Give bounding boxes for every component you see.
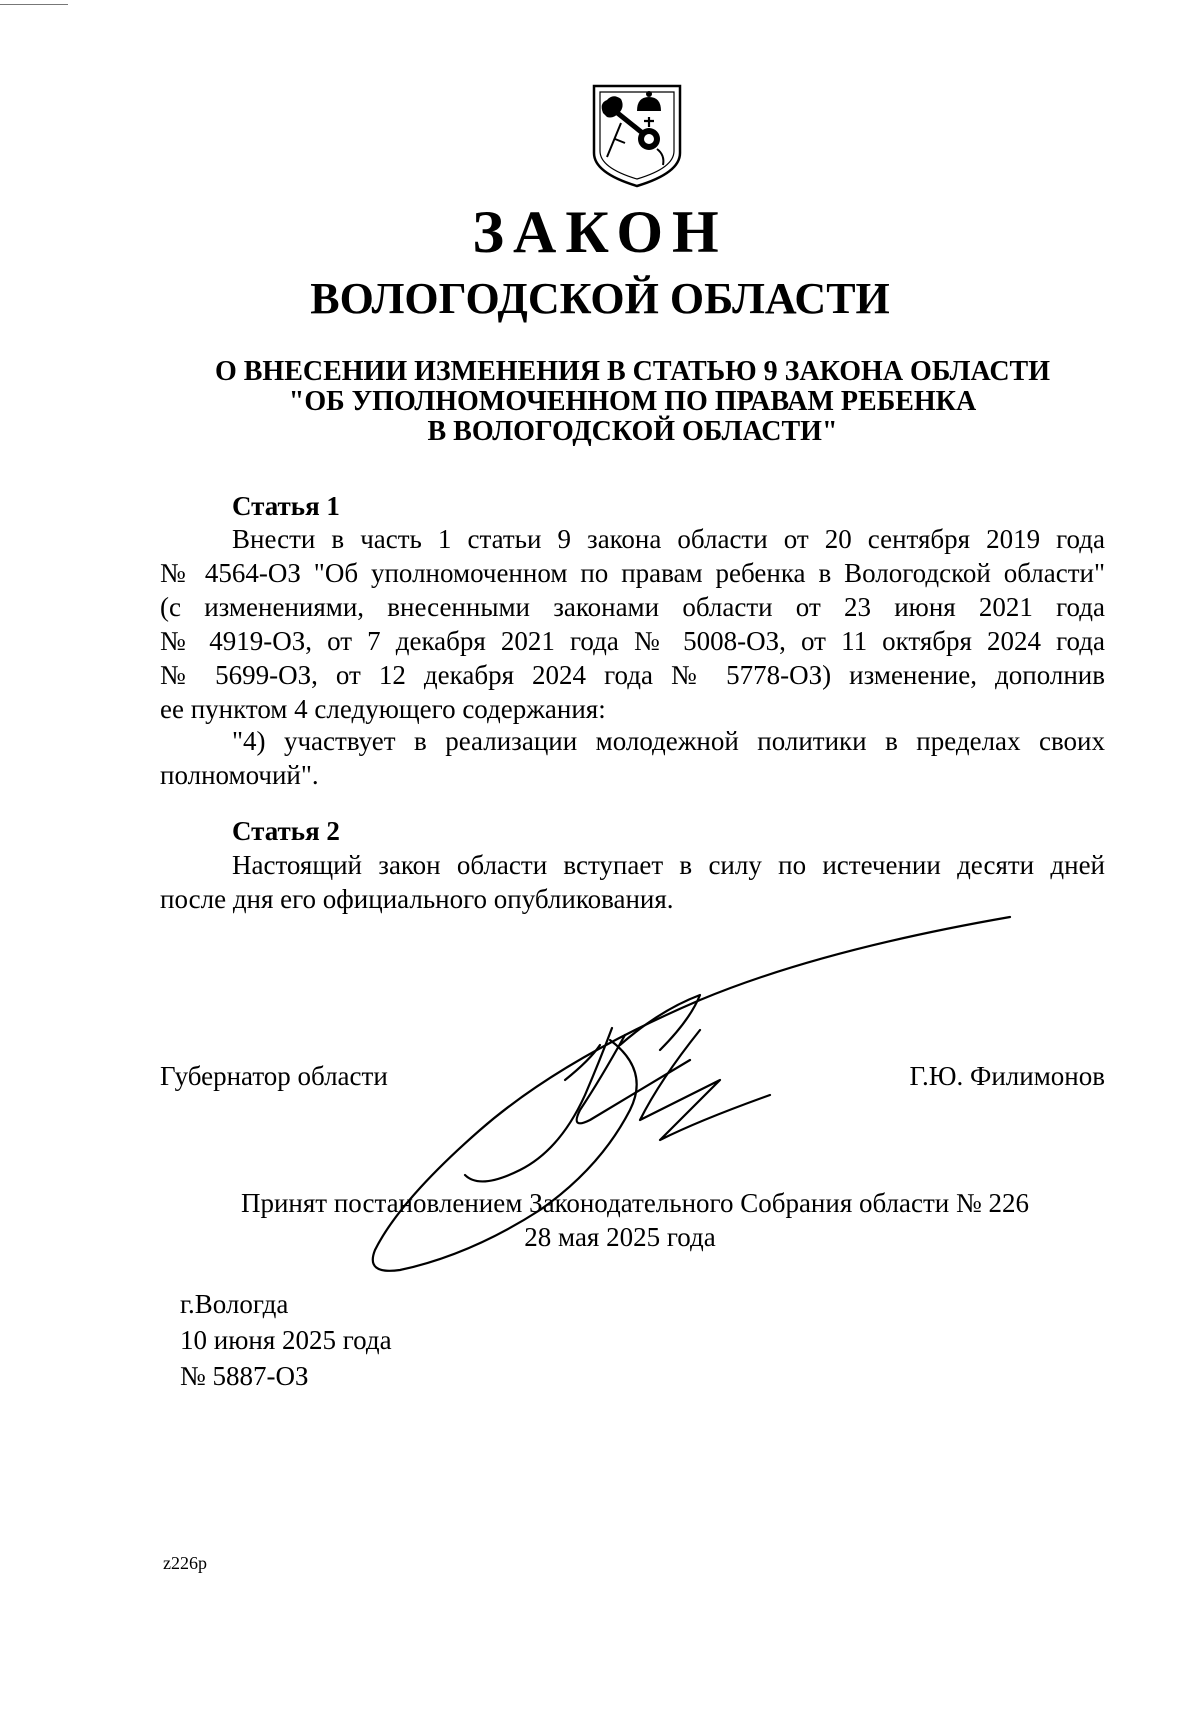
article-1-line: (с изменениями, внесенными законами области от 23 июня 2021 года xyxy=(160,592,1105,622)
signatory-position: Губернатор области xyxy=(160,1061,388,1091)
document-code: z226p xyxy=(163,1553,207,1573)
article-2-line: Настоящий закон области вступает в силу по истечении десяти дней xyxy=(232,850,1105,880)
scan-top-mark xyxy=(0,4,68,5)
article-1-line: № 4564-ОЗ "Об уполномоченном по правам ребенка в Вологодской области" xyxy=(160,558,1105,588)
article-1-quote xyxy=(160,724,1105,792)
article-2-line: после дня его официального опубликования. xyxy=(160,884,674,914)
place-city: г.Вологда xyxy=(180,1289,289,1319)
signatory-name: Г.Ю. Филимонов xyxy=(909,1061,1105,1091)
adoption-date: 28 мая 2025 года xyxy=(524,1222,716,1252)
article-2-body xyxy=(160,848,1105,916)
place-and-date xyxy=(180,1286,392,1394)
article-1-line: № 4919-ОЗ, от 7 декабря 2021 года № 5008-ОЗ, от 11 октября 2024 года xyxy=(160,626,1105,656)
place-date: 10 июня 2025 года xyxy=(180,1325,392,1355)
quote-line: "4) участвует в реализации молодежной политики в пределах своих xyxy=(232,726,1105,756)
document-title: ЗАКОН xyxy=(472,199,728,265)
subject-line: О ВНЕСЕНИИ ИЗМЕНЕНИЯ В СТАТЬЮ 9 ЗАКОНА ОБЛАСТИ xyxy=(214,356,1051,387)
adoption-note xyxy=(0,1186,1200,1254)
subject-line: В ВОЛОГОДСКОЙ ОБЛАСТИ" xyxy=(427,416,838,447)
article-1-line: ее пунктом 4 следующего содержания: xyxy=(160,694,606,724)
adoption-line: Принят постановлением Законодательного Собрания области № 226 xyxy=(240,1188,1030,1218)
subject-line: "ОБ УПОЛНОМОЧЕННОМ ПО ПРАВАМ РЕБЕНКА xyxy=(288,386,977,417)
law-subject xyxy=(110,357,1155,447)
article-1-line: Внести в часть 1 статьи 9 закона области от 20 сентября 2019 года xyxy=(232,524,1105,554)
article-1-body xyxy=(160,522,1105,726)
document-region: ВОЛОГОДСКОЙ ОБЛАСТИ xyxy=(310,274,890,323)
coat-of-arms-icon xyxy=(591,83,683,189)
law-number: № 5887-ОЗ xyxy=(180,1361,309,1391)
article-1-heading: Статья 1 xyxy=(232,491,340,521)
article-1-line: № 5699-ОЗ, от 12 декабря 2024 года № 5778-ОЗ) изменение, дополнив xyxy=(160,660,1105,690)
quote-line: полномочий". xyxy=(160,760,319,790)
article-2-heading: Статья 2 xyxy=(232,816,340,846)
